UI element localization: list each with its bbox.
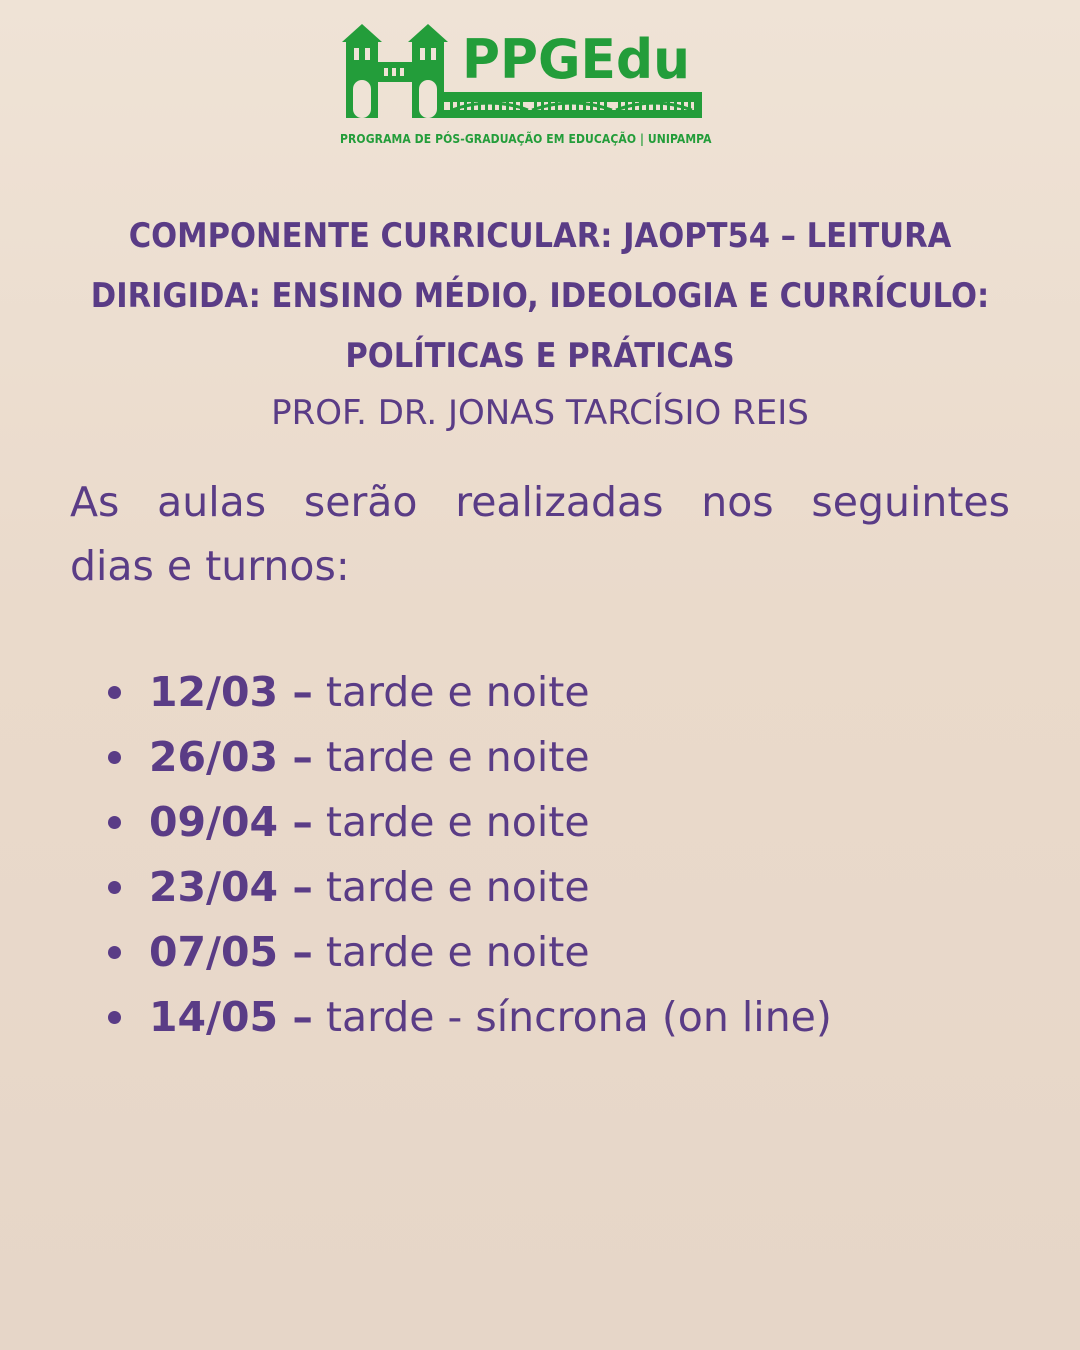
bridge-icon: [340, 22, 710, 130]
schedule-shift: tarde e noite: [312, 733, 590, 781]
logo-subtitle: PROGRAMA DE PÓS-GRADUAÇÃO EM EDUCAÇÃO | UNIPAMPA: [340, 132, 712, 146]
schedule-shift: tarde e noite: [312, 798, 590, 846]
ppgedu-logo: [340, 22, 710, 152]
intro-paragraph: [70, 470, 1010, 598]
schedule-item: [106, 985, 832, 1050]
schedule-item: [106, 790, 832, 855]
heading-line-1: COMPONENTE CURRICULAR: JAOPT54 – LEITURA: [128, 216, 952, 256]
schedule-shift: tarde e noite: [312, 863, 590, 911]
bullet-icon: [108, 751, 121, 764]
intro-line-1: [70, 470, 1010, 534]
heading-line-2: DIRIGIDA: ENSINO MÉDIO, IDEOLOGIA E CURRÍCULO:: [90, 276, 990, 316]
professor-name: PROF. DR. JONAS TARCÍSIO REIS: [271, 393, 809, 433]
schedule-date: 09/04 –: [149, 798, 313, 846]
schedule-date: 14/05 –: [149, 993, 313, 1041]
intro-word: aulas: [157, 478, 267, 526]
intro-word: serão: [303, 478, 418, 526]
schedule-shift: tarde - síncrona (on line): [312, 993, 832, 1041]
bullet-icon: [108, 816, 121, 829]
schedule-item: [106, 920, 832, 985]
bullet-icon: [108, 1011, 121, 1024]
schedule-shift: tarde e noite: [312, 668, 590, 716]
schedule-item: [106, 725, 832, 790]
bullet-icon: [108, 881, 121, 894]
schedule-shift: tarde e noite: [312, 928, 590, 976]
schedule-date: 12/03 –: [149, 668, 313, 716]
intro-line-2: dias e turnos:: [70, 542, 350, 590]
schedule-item: [106, 660, 832, 725]
schedule-date: 07/05 –: [149, 928, 313, 976]
schedule-item: [106, 855, 832, 920]
course-heading: [60, 206, 1020, 386]
bullet-icon: [108, 946, 121, 959]
intro-word: As: [70, 478, 120, 526]
heading-line-3: POLÍTICAS E PRÁTICAS: [345, 336, 735, 376]
intro-word: realizadas: [455, 478, 664, 526]
bullet-icon: [108, 686, 121, 699]
schedule-date: 26/03 –: [149, 733, 313, 781]
intro-word: seguintes: [811, 478, 1010, 526]
schedule-date: 23/04 –: [149, 863, 313, 911]
logo-wordmark: PPGEdu: [462, 28, 690, 91]
intro-word: nos: [701, 478, 774, 526]
schedule-list: [106, 660, 832, 1050]
